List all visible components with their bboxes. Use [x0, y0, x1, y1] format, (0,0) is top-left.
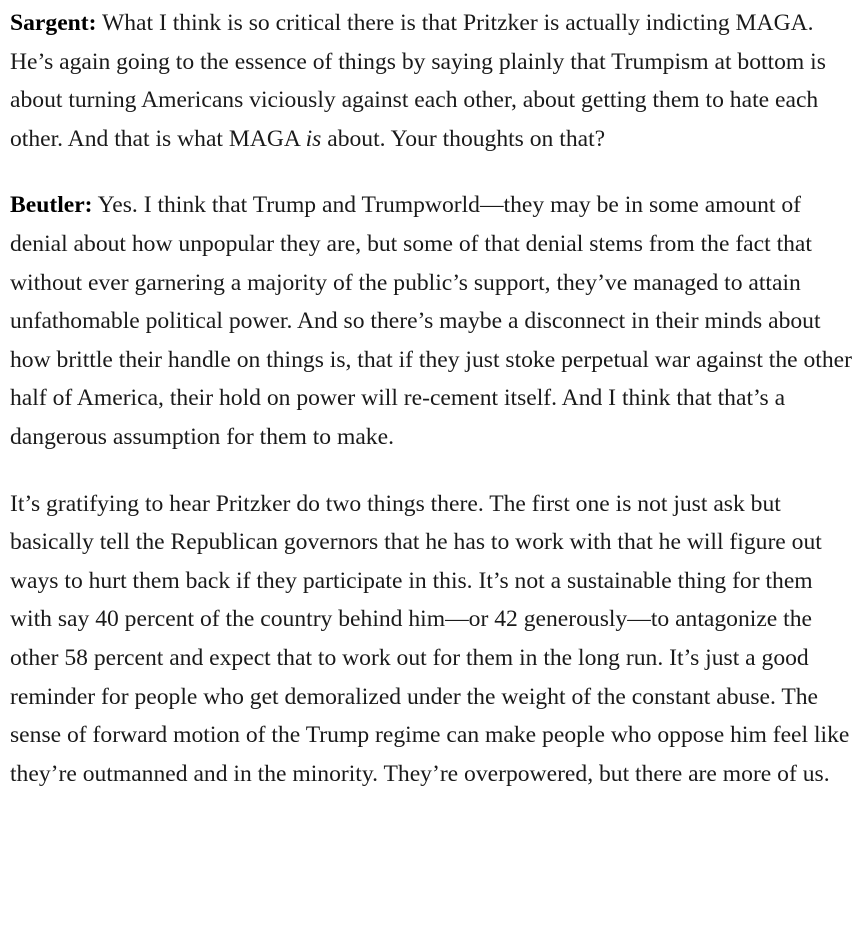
speaker-label: Beutler:: [10, 192, 93, 219]
paragraph-text: about. Your thoughts on that?: [321, 125, 606, 152]
emphasis-text: is: [305, 125, 322, 152]
paragraph-text: What I think is so critical there is that Pritzker is actually indicting MAGA. He’s again going to the essence of things by saying plainly that Trumpism at bottom is about turning Americans viciously against each other, about getting them to hate each other. And that is what MAGA: [10, 10, 826, 152]
paragraph-sargent: [10, 4, 856, 158]
paragraph-text: It’s gratifying to hear Pritzker do two things there. The first one is not just ask but basically tell the Republican governors that he has to work with that he will figure out ways to hurt them back if they participate in this. It’s not a sustainable thing for them with say 40 percent of the country behind him—or 42 generously—to antagonize the other 58 percent and expect that to work out for them in the long run. It’s just a good reminder for people who get demoralized under the weight of the constant abuse. The sense of forward motion of the Trump regime can make people who oppose him feel like they’re outmanned and in the minority. They’re overpowered, but there are more of us.: [10, 490, 850, 787]
paragraph-beutler: [10, 186, 856, 456]
paragraph-continued: [10, 485, 856, 794]
article-body: [0, 4, 856, 793]
speaker-label: Sargent:: [10, 10, 97, 36]
paragraph-text: Yes. I think that Trump and Trumpworld—they may be in some amount of denial about how unpopular they are, but some of that denial stems from the fact that without ever garnering a majority of the public’s support, they’ve managed to attain unfathomable political power. And so there’s maybe a disconnect in their minds about how brittle their handle on things is, that if they just stoke perpetual war against the other half of America, their hold on power will re-cement itself. And I think that that’s a dangerous assumption for them to make.: [10, 192, 852, 450]
